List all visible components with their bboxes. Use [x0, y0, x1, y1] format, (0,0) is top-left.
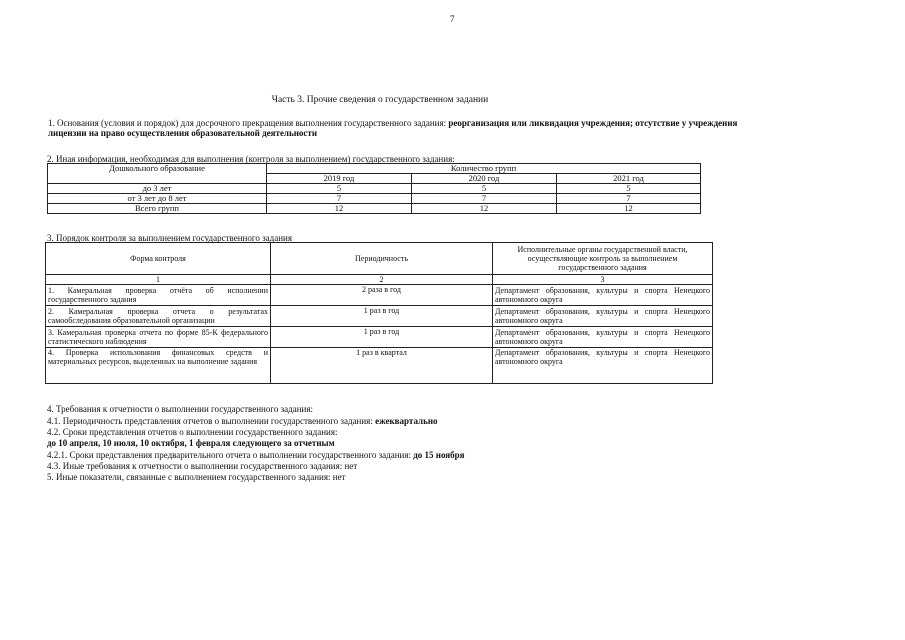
table-row: [46, 285, 713, 306]
control-table: [45, 242, 713, 384]
year-header: 2019 год: [267, 174, 412, 184]
control-form: 3. Камеральная проверка отчета по форме 85-К федерального статистического наблюдения: [46, 327, 271, 348]
cell: 5: [557, 184, 701, 194]
cell: 7: [557, 194, 701, 204]
year-header: 2021 год: [557, 174, 701, 184]
cell: 5: [412, 184, 557, 194]
section1-label: 1. Основания (условия и порядок) для досрочного прекращения выполнения государственного задания:: [48, 118, 449, 128]
section43: 4.3. Иные требования к отчетности о выполнении государственного задания: нет: [47, 461, 358, 471]
section421-label: 4.2.1. Сроки представления предварительного отчета о выполнении государственного задания:: [47, 450, 414, 460]
col-number: 3: [493, 275, 713, 285]
table-row: [46, 243, 713, 275]
section2-label: 2. Иная информация, необходимая для выполнения (контроля за выполнением) государственного задания:: [47, 154, 455, 164]
control-period: 1 раз в год: [271, 327, 493, 348]
section3-label: 3. Порядок контроля за выполнением государственного задания: [47, 233, 292, 243]
control-organ: Департамент образования, культуры и спорта Ненецкого автономного округа: [493, 348, 713, 384]
year-header: 2020 год: [412, 174, 557, 184]
header-period: Периодичность: [271, 243, 493, 275]
header-organ: Исполнительные органы государственной власти, осуществляющие контроль за выполнением государственного задания: [493, 243, 713, 275]
header-form: Форма контроля: [46, 243, 271, 275]
cell: 12: [557, 204, 701, 214]
control-period: 2 раза в год: [271, 285, 493, 306]
cell: 12: [267, 204, 412, 214]
col1-header: Дошкольного образование: [48, 164, 267, 184]
control-form: 2. Камеральная проверка отчета о результатах самообследования образовательной организации: [46, 306, 271, 327]
control-form: 1. Камеральная проверка отчёта об исполнении государственного задания: [46, 285, 271, 306]
row-label: от 3 лет до 8 лет: [48, 194, 267, 204]
table-row: [46, 306, 713, 327]
col-number: 2: [271, 275, 493, 285]
section4-title: 4. Требования к отчетности о выполнении государственного задания:: [47, 404, 313, 414]
table-row: [48, 204, 701, 214]
col-number: 1: [46, 275, 271, 285]
section1-text: [48, 118, 748, 138]
section41-value: ежеквартально: [375, 416, 438, 426]
section42-value: до 10 апреля, 10 июля, 10 октября, 1 февраля следующего за отчетным: [47, 438, 335, 448]
control-organ: Департамент образования, культуры и спорта Ненецкого автономного округа: [493, 327, 713, 348]
section5: 5. Иные показатели, связанные с выполнением государственного задания: нет: [47, 472, 346, 482]
cell: 7: [412, 194, 557, 204]
group-header: Количество групп: [267, 164, 701, 174]
cell: 12: [412, 204, 557, 214]
table-row: [46, 348, 713, 384]
section41-label: 4.1. Периодичность представления отчетов о выполнении государственного задания:: [47, 416, 376, 426]
control-form: 4. Проверка использования финансовых средств и материальных ресурсов, выделенных на выполнение задания: [46, 348, 271, 384]
control-organ: Департамент образования, культуры и спорта Ненецкого автономного округа: [493, 285, 713, 306]
section41: [47, 416, 438, 426]
section1-bold: реорганизация или ликвидация учреждения; отсутствие у учреждения лицензии на право осуществления образовательной деятельности: [48, 118, 738, 138]
cell: 7: [267, 194, 412, 204]
table-row: [46, 327, 713, 348]
row-label: Всего групп: [48, 204, 267, 214]
table-row: [48, 184, 701, 194]
section421-value: до 15 ноября: [413, 450, 465, 460]
table-row: [46, 275, 713, 285]
control-period: 1 раз в год: [271, 306, 493, 327]
part-title: Часть 3. Прочие сведения о государственном задании: [271, 95, 489, 105]
page-number: 7: [450, 14, 455, 24]
section42: 4.2. Сроки представления отчетов о выполнении государственного задания:: [47, 427, 338, 437]
groups-table: [47, 163, 701, 214]
row-label: до 3 лет: [48, 184, 267, 194]
control-organ: Департамент образования, культуры и спорта Ненецкого автономного округа: [493, 306, 713, 327]
control-period: 1 раз в квартал: [271, 348, 493, 384]
section421: [47, 450, 465, 460]
table-row: [48, 164, 701, 174]
table-row: [48, 194, 701, 204]
cell: 5: [267, 184, 412, 194]
